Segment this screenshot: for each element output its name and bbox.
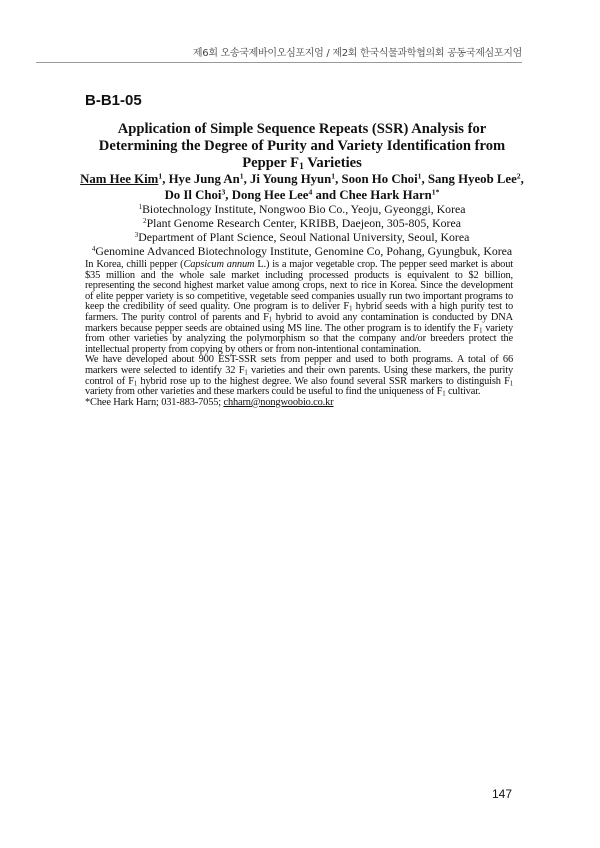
author-sup: 1* xyxy=(431,186,440,196)
subscript: 1 xyxy=(268,316,272,324)
affiliation-number: 2 xyxy=(143,216,147,225)
subscript: 1 xyxy=(479,326,483,334)
author-sup: 3 xyxy=(221,186,226,196)
running-header: 제6회 오송국제바이오심포지엄 / 제2회 한국식물과학협의회 공동국제심포지엄 xyxy=(192,48,522,59)
author-sep: , xyxy=(243,172,250,186)
text-run: We have developed about 900 EST-SSR sets from pepper and used to both programs. A total of 66 markers were selected to identify 32 F xyxy=(85,354,513,376)
title-line-3-pre: Pepper F xyxy=(242,155,300,171)
contact-line xyxy=(85,398,513,409)
subscript: 1 xyxy=(244,369,248,377)
title-line-2: Determining the Degree of Purity and Variety Identification from xyxy=(98,138,506,154)
page-number: 147 xyxy=(492,787,513,801)
author-sep: , xyxy=(225,187,232,202)
subscript: 1 xyxy=(349,305,353,313)
author-name: Ji Young Hyun xyxy=(249,172,332,186)
abstract-body xyxy=(85,260,513,408)
title-line-1: Application of Simple Sequence Repeats (SSR) Analysis for xyxy=(117,121,487,137)
abstract-code: B-B1-05 xyxy=(85,92,142,109)
affiliation-text: Genomine Advanced Biotechnology Institute, Genomine Co, Pohang, Gyungbuk, Korea xyxy=(95,244,513,258)
text-run: L.) is a major vegetable crop. The pepper seed market is about $35 million and the whole sale market including processed products is equivalent to $2 billion, representing the second highest market value among crops, next to rice in Korea. Since the development of elite pepper variety is so competitive, vegetable seed companies usually run two important programs to keep the credibility of seed quality. One program is to deliver F xyxy=(85,259,513,313)
affiliation-list xyxy=(80,202,524,258)
text-run: variety from other varieties and these markers could be useful to find the uniqueness of F xyxy=(85,386,443,398)
author-name: Soon Ho Choi xyxy=(341,172,418,186)
affiliation-text: Biotechnology Institute, Nongwoo Bio Co., Yeoju, Gyeonggi, Korea xyxy=(142,202,466,216)
subscript: 1 xyxy=(509,379,513,387)
author-sup: 4 xyxy=(308,186,313,196)
author-sep: , xyxy=(162,172,169,186)
author-name: Nam Hee Kim xyxy=(80,172,159,186)
abstract-paragraph-2 xyxy=(85,355,513,397)
author-sup: 1 xyxy=(239,171,244,181)
affiliation-number: 3 xyxy=(134,230,139,239)
author-name: Do Il Choi xyxy=(164,187,222,202)
text-run: varieties and their own parents. Using these markers, the purity control of F xyxy=(85,364,513,387)
author-name: Sang Hyeob Lee xyxy=(427,172,517,186)
author-sep: , xyxy=(335,172,342,186)
affiliation-number: 4 xyxy=(91,244,96,253)
author-sep: , xyxy=(421,172,428,186)
affiliation-number: 1 xyxy=(138,202,143,211)
author-sep: and xyxy=(312,187,340,202)
subscript: 1 xyxy=(133,379,138,387)
author-sup: 1 xyxy=(158,171,163,181)
text-run: cultivar. xyxy=(445,386,481,398)
title-line-3-post: Varieties xyxy=(303,155,362,171)
subscript: 1 xyxy=(442,390,446,398)
text-run: hybrid seeds with a high purity test to farmers. The purity control of parents and F xyxy=(85,301,513,323)
title-line-3-sub: 1 xyxy=(299,161,304,172)
affiliation-item xyxy=(80,244,524,258)
author-sup: 1 xyxy=(331,171,336,181)
affiliation-item xyxy=(80,230,524,244)
paper-title xyxy=(80,121,524,172)
affiliation-item xyxy=(80,202,524,216)
abstract-paragraph-1 xyxy=(85,260,513,355)
header-rule xyxy=(36,62,522,63)
contact-text: *Chee Hark Harn; 031-883-7055; xyxy=(85,396,224,408)
species-name: Capsicum annum xyxy=(183,259,255,270)
author-name: Dong Hee Lee xyxy=(231,187,309,202)
author-sup: 2 xyxy=(516,171,521,181)
author-name: Hye Jung An xyxy=(168,172,240,186)
affiliation-item xyxy=(80,216,524,230)
author-sup: 1 xyxy=(417,171,422,181)
text-run: hybrid rose up to the highest degree. We also found several SSR markers to distinguish F xyxy=(137,375,510,387)
author-list xyxy=(80,172,524,203)
text-run: hybrid to avoid any contamination is conducted by DNA markers because pepper seeds are obtained using MS line. The other program is to identify the F xyxy=(85,311,513,334)
author-sep: , xyxy=(520,172,524,186)
text-run: In Korea, chilli pepper ( xyxy=(85,259,184,270)
text-run: variety from other varieties by analyzing the polymorphism so that the company and/or breeders protect the intellectual property from copying by others or from non-intentional contamination. xyxy=(85,322,514,355)
author-name: Chee Hark Harn xyxy=(339,187,432,202)
contact-email-link[interactable]: chharn@nongwoobio.co.kr xyxy=(223,396,334,408)
affiliation-text: Plant Genome Research Center, KRIBB, Daejeon, 305-805, Korea xyxy=(146,216,461,230)
affiliation-text: Department of Plant Science, Seoul National University, Seoul, Korea xyxy=(138,230,470,244)
